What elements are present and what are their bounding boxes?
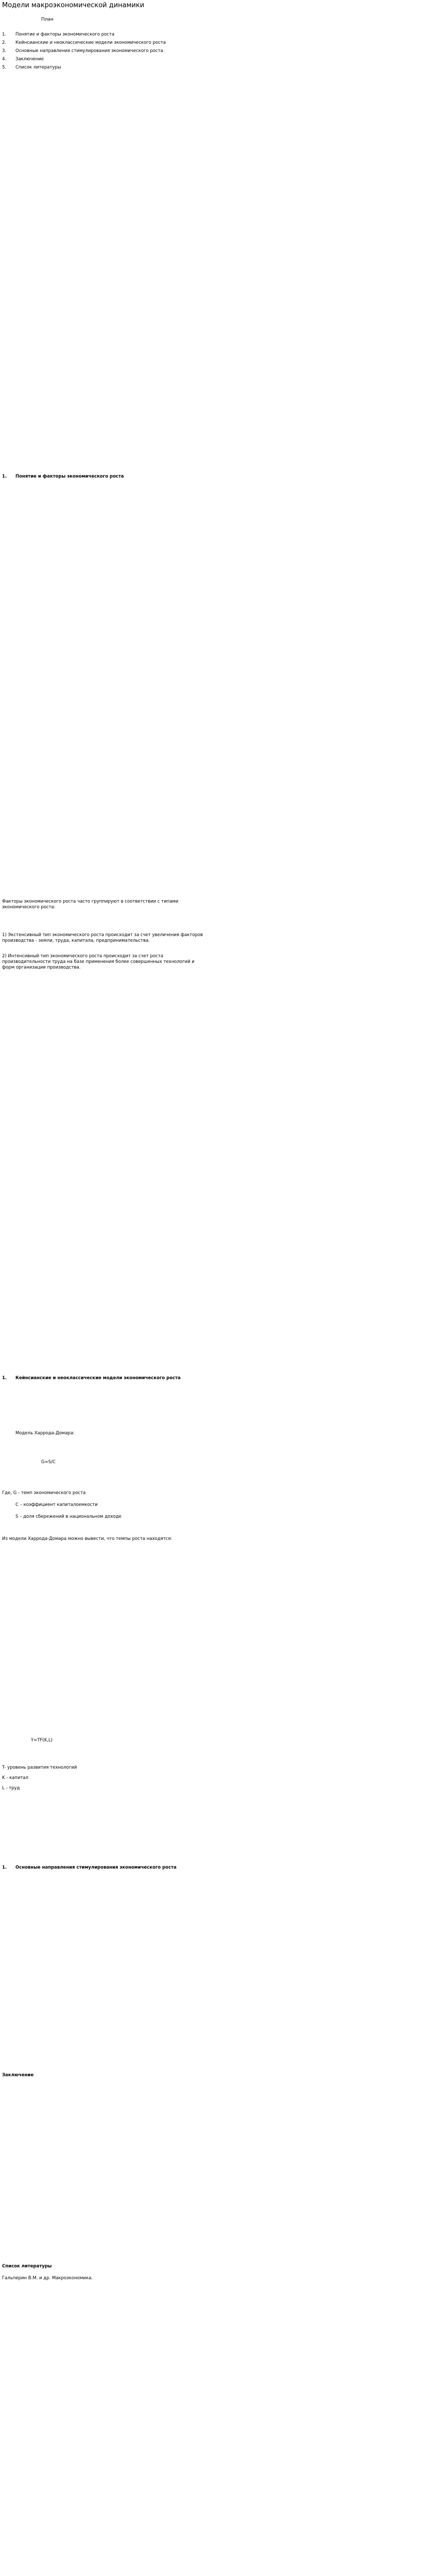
section-number: 1. <box>2 474 7 479</box>
plan-item <box>2 48 218 54</box>
plan-item-number: 5. <box>2 65 7 70</box>
plan-item-number: 3. <box>2 48 7 54</box>
section-heading-growth-models <box>2 1376 181 1381</box>
solow-formula: Y=TF(K,L) <box>31 1738 53 1743</box>
plan-item-number: 1. <box>2 32 7 37</box>
section-title: Понятие и факторы экономического роста <box>15 474 124 479</box>
document-title: Модели макроэкономической динамики <box>2 2 145 9</box>
section-heading-conclusion: Заключение <box>2 2073 34 2078</box>
plan-item-text: Основные направления стимулирования экономического роста <box>15 48 163 54</box>
plan-item-number: 4. <box>2 57 7 62</box>
section-title: Основные направления стимулирования экономического роста <box>15 1865 177 1870</box>
section-heading-growth-factors <box>2 474 124 480</box>
solow-legend-t: T- уровень развития технологий <box>2 1765 77 1770</box>
section-heading-growth-stimulation <box>2 1865 177 1871</box>
section-title: Кейнсианские и неоклассические модели экономического роста <box>15 1376 181 1381</box>
paragraph-intensive-growth: 2) Интенсивный тип экономического роста происходит за счет роста производительности труда на базе применения более совершенных технологий и форм организации производства. <box>2 954 195 970</box>
section-number: 1. <box>2 1376 7 1381</box>
solow-legend-l: L - труд <box>2 1786 20 1791</box>
plan-item-text: Кейнсианские и неоклассические модели экономического роста <box>15 40 166 45</box>
plan-item-text: Понятие и факторы экономического роста <box>15 32 115 37</box>
harrod-domar-formula: G=S/C <box>41 1460 56 1465</box>
solow-legend-k: K - капитал <box>2 1775 29 1781</box>
paragraph-extensive-growth: 1) Экстенсивный тип экономического роста происходит за счет увеличения факторов производства - земли, труда, капитала, предпринимательства. <box>2 933 203 943</box>
formula-legend-s: S – доля сбережений в национальном доходе <box>15 1514 121 1519</box>
plan-item <box>2 65 218 71</box>
plan-item-text: Список литературы <box>15 65 61 70</box>
plan-item-number: 2. <box>2 40 7 45</box>
section-number: 1. <box>2 1865 7 1870</box>
plan-item <box>2 40 218 46</box>
formula-legend-c: C – коэффициент капиталоемкости <box>15 1502 98 1507</box>
plan-list <box>2 32 218 73</box>
section-heading-references: Список литературы <box>2 2264 52 2269</box>
plan-item-text: Заключение <box>15 57 44 62</box>
plan-item <box>2 57 218 62</box>
formula-legend-g: Где, G - темп экономического роста <box>2 1490 86 1496</box>
harrod-domar-model-title: Модель Харрода-Домара: <box>15 1431 75 1436</box>
plan-title: План <box>41 17 54 22</box>
reference-item: Гальперин В.М. и др. Макроэкономика. <box>2 2276 93 2281</box>
paragraph-harrod-domar-conclusion: Из модели Харрода-Домара можно вывести, что темпы роста находятся: <box>2 1536 172 1541</box>
plan-item <box>2 32 218 38</box>
paragraph-growth-factor-types: Факторы экономического роста часто группируют в соответствии с типами экономического роста: <box>2 899 179 910</box>
